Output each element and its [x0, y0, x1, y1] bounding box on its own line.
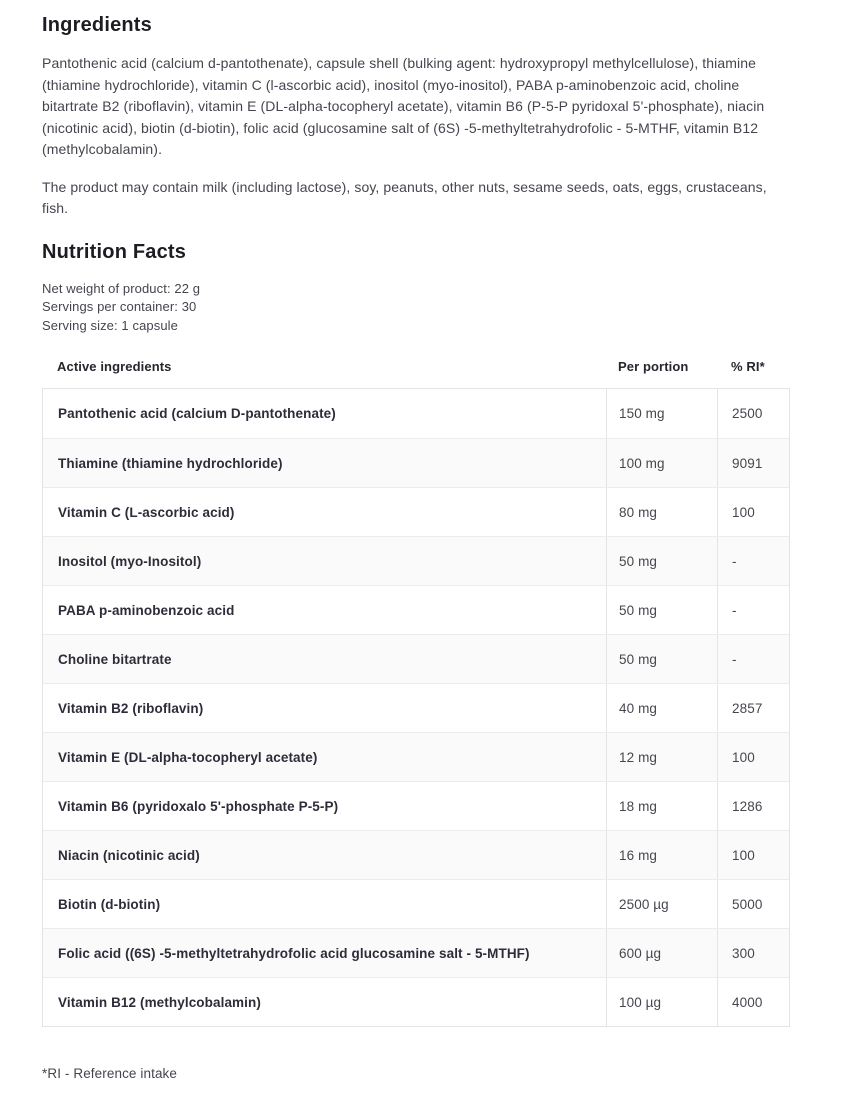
ri-percent-cell: - [717, 635, 790, 683]
nutrition-table-body [42, 388, 790, 1027]
ri-percent-cell: 100 [717, 488, 790, 536]
table-row [43, 438, 789, 487]
ingredient-name-cell: Niacin (nicotinic acid) [58, 847, 200, 863]
table-row [43, 487, 789, 536]
ingredient-name-cell: Biotin (d-biotin) [58, 896, 161, 912]
per-portion-cell: 50 mg [606, 586, 717, 634]
reference-intake-footnote: *RI - Reference intake [42, 1066, 178, 1081]
ingredient-name-cell: Folic acid ((6S) -5-methyltetrahydrofolic acid glucosamine salt - 5-MTHF) [58, 945, 530, 961]
table-row [43, 928, 789, 977]
serving-size-line: Serving size: 1 capsule [42, 317, 178, 333]
per-portion-cell: 100 µg [606, 978, 717, 1026]
per-portion-cell: 12 mg [606, 733, 717, 781]
ingredient-name-cell: Choline bitartrate [58, 651, 172, 667]
ingredient-name-cell: Inositol (myo-Inositol) [58, 553, 202, 569]
net-weight-line: Net weight of product: 22 g [42, 280, 201, 296]
ingredient-name-cell: Vitamin B12 (methylcobalamin) [58, 994, 261, 1010]
ingredients-composition-text: Pantothenic acid (calcium d-pantothenate), capsule shell (bulking agent: hydroxypropyl methylcellulose), thiamine (thiamine hydrochloride), vitamin C (l-ascorbic acid), inositol (myo-inositol), PABA p-aminobenzoic acid, choline bitartrate B2 (riboflavin), vitamin E (DL-alpha-tocopheryl acetate), vitamin B6 (P-5-P pyridoxal 5'-phosphate), niacin (nicotinic acid), biotin (d-biotin), folic acid (glucosamine salt of (6S) -5-methyltetrahydrofolic - 5-MTHF, vitamin B12 (methylcobalamin). [42, 55, 765, 157]
per-portion-cell: 150 mg [606, 389, 717, 438]
servings-per-container-line: Servings per container: 30 [42, 299, 197, 314]
table-row [43, 683, 789, 732]
ri-percent-cell: 300 [717, 929, 790, 977]
ri-percent-cell: 100 [717, 831, 790, 879]
ingredient-name-cell: Vitamin E (DL-alpha-tocopheryl acetate) [58, 749, 318, 765]
table-row [43, 536, 789, 585]
column-header-active-ingredients: Active ingredients [57, 359, 172, 374]
ri-percent-cell: 1286 [717, 782, 790, 830]
ri-percent-cell: 100 [717, 733, 790, 781]
ri-percent-cell: 4000 [717, 978, 790, 1026]
ingredient-name-cell: Pantothenic acid (calcium D-pantothenate) [58, 406, 336, 421]
table-row [43, 977, 789, 1026]
ri-percent-cell: 2500 [717, 389, 790, 438]
per-portion-cell: 2500 µg [606, 880, 717, 928]
nutrition-facts-heading: Nutrition Facts [42, 240, 187, 263]
per-portion-cell: 40 mg [606, 684, 717, 732]
column-header-ri: % RI* [731, 359, 765, 374]
table-row [43, 830, 789, 879]
ri-percent-cell: 9091 [717, 439, 790, 487]
per-portion-cell: 80 mg [606, 488, 717, 536]
table-row [43, 732, 789, 781]
table-row [43, 389, 789, 438]
ingredient-name-cell: Vitamin B2 (riboflavin) [58, 700, 204, 716]
nutrition-table-header [42, 359, 790, 374]
ri-percent-cell: - [717, 586, 790, 634]
table-row [43, 879, 789, 928]
table-row [43, 634, 789, 683]
column-header-per-portion: Per portion [618, 359, 689, 374]
ri-percent-cell: 2857 [717, 684, 790, 732]
ingredient-name-cell: PABA p-aminobenzoic acid [58, 602, 235, 618]
ingredient-name-cell: Vitamin B6 (pyridoxalo 5'-phosphate P-5-P) [58, 798, 339, 814]
ri-percent-cell: - [717, 537, 790, 585]
per-portion-cell: 100 mg [606, 439, 717, 487]
table-row [43, 585, 789, 634]
table-row [43, 781, 789, 830]
per-portion-cell: 16 mg [606, 831, 717, 879]
ri-percent-cell: 5000 [717, 880, 790, 928]
serving-info [42, 280, 790, 336]
per-portion-cell: 18 mg [606, 782, 717, 830]
ingredients-heading: Ingredients [42, 14, 152, 36]
ingredient-name-cell: Thiamine (thiamine hydrochloride) [58, 455, 283, 471]
ingredient-name-cell: Vitamin C (L-ascorbic acid) [58, 504, 235, 520]
per-portion-cell: 50 mg [606, 635, 717, 683]
per-portion-cell: 600 µg [606, 929, 717, 977]
per-portion-cell: 50 mg [606, 537, 717, 585]
allergen-warning-text: The product may contain milk (including lactose), soy, peanuts, other nuts, sesame seeds, oats, eggs, crustaceans, fish. [42, 178, 767, 216]
